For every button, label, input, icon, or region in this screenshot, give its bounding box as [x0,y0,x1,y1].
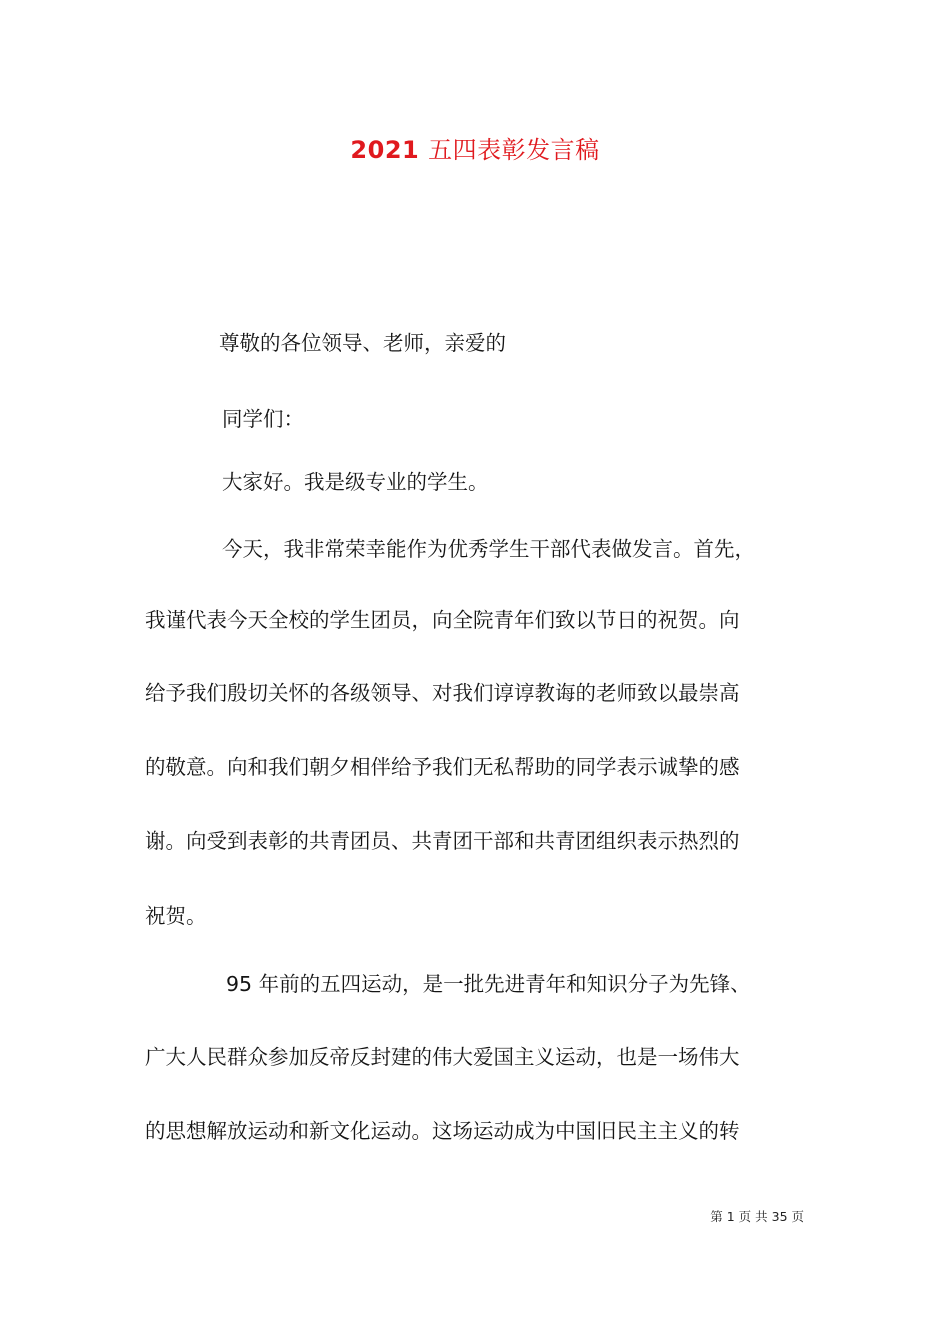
paragraph-2-line-1: 95 年前的五四运动，是一批先进青年和知识分子为先锋、 [226,972,751,996]
paragraph-2-line-2: 广大人民群众参加反帝反封建的伟大爱国主义运动，也是一场伟大 [145,1045,740,1069]
paragraph-2-line-3: 的思想解放运动和新文化运动。这场运动成为中国旧民主主义的转 [145,1119,740,1143]
salutation-line-1: 尊敬的各位领导、老师，亲爱的 [219,331,506,355]
paragraph-1-line-3: 给予我们殷切关怀的各级领导、对我们谆谆教诲的老师致以最崇高 [145,681,740,705]
paragraph-1-line-5: 谢。向受到表彰的共青团员、共青团干部和共青团组织表示热烈的 [145,829,740,853]
paragraph-1-line-1: 今天，我非常荣幸能作为优秀学生干部代表做发言。首先， [222,537,755,561]
page-number-footer: 第 1 页 共 35 页 [710,1209,804,1224]
greeting-line: 大家好。我是级专业的学生。 [222,470,489,494]
salutation-line-2: 同学们： [222,407,304,431]
title-year: 2021 [350,136,420,164]
paragraph-1-line-2: 我谨代表今天全校的学生团员，向全院青年们致以节日的祝贺。向 [145,608,740,632]
paragraph-1-line-6: 祝贺。 [145,904,207,928]
title-text: 五四表彰发言稿 [428,136,600,164]
document-title [0,132,950,168]
paragraph-1-line-4: 的敬意。向和我们朝夕相伴给予我们无私帮助的同学表示诚挚的感 [145,755,740,779]
